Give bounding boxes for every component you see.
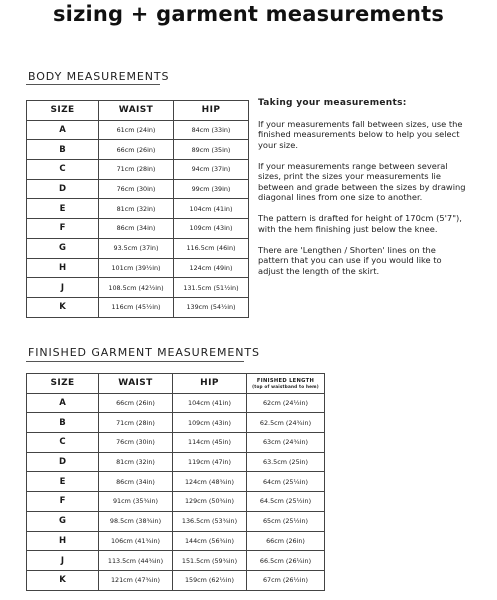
cell-waist: 108.5cm (42½in) <box>99 278 174 298</box>
cell-size: G <box>27 238 99 258</box>
table-row <box>27 278 249 298</box>
table-row <box>27 570 325 590</box>
cell-size: H <box>27 258 99 278</box>
cell-length: 64cm (25¼in) <box>247 472 325 492</box>
cell-size: B <box>27 140 99 160</box>
body-heading-underline <box>26 84 160 85</box>
cell-waist: 71cm (28in) <box>99 413 173 433</box>
column-header-waist: WAIST <box>99 101 174 121</box>
cell-waist: 106cm (41¾in) <box>99 531 173 551</box>
table-row <box>27 160 249 180</box>
cell-size: D <box>27 179 99 199</box>
cell-waist: 86cm (34in) <box>99 219 174 239</box>
table-row <box>27 258 249 278</box>
cell-size: E <box>27 472 99 492</box>
table-row <box>27 140 249 160</box>
table-row <box>27 297 249 317</box>
table-row <box>27 238 249 258</box>
table-row <box>27 492 325 512</box>
cell-hip: 124cm (48¾in) <box>173 472 247 492</box>
garment-heading-underline <box>26 361 244 362</box>
body-measurements-table <box>26 100 249 318</box>
cell-waist: 81cm (32in) <box>99 452 173 472</box>
table-row <box>27 531 325 551</box>
cell-waist: 66cm (26in) <box>99 393 173 413</box>
table-row <box>27 551 325 571</box>
cell-waist: 121cm (47¾in) <box>99 570 173 590</box>
cell-size: B <box>27 413 99 433</box>
cell-hip: 109cm (43in) <box>173 413 247 433</box>
table-row <box>27 393 325 413</box>
finished-length-note: (top of waistband to hem) <box>252 383 319 389</box>
cell-length: 66cm (26in) <box>247 531 325 551</box>
cell-hip: 99cm (39in) <box>174 179 249 199</box>
cell-waist: 116cm (45½in) <box>99 297 174 317</box>
cell-hip: 94cm (37in) <box>174 160 249 180</box>
cell-hip: 114cm (45in) <box>173 433 247 453</box>
table-row <box>27 179 249 199</box>
cell-hip: 104cm (41in) <box>174 199 249 219</box>
notes-paragraph: The pattern is drafted for height of 170cm (5'7"), with the hem finishing just below the knee. <box>258 213 462 234</box>
table-row <box>27 120 249 140</box>
notes-paragraph: There are 'Lengthen / Shorten' lines on the pattern that you can use if you would like to adjust the length of the skirt. <box>258 244 442 276</box>
cell-hip: 119cm (47in) <box>173 452 247 472</box>
cell-size: C <box>27 433 99 453</box>
cell-waist: 113.5cm (44¾in) <box>99 551 173 571</box>
page-title: sizing + garment measurements <box>52 2 445 26</box>
cell-size: F <box>27 492 99 512</box>
column-header-hip: HIP <box>173 374 247 394</box>
table-row <box>27 219 249 239</box>
cell-length: 67cm (26½in) <box>247 570 325 590</box>
cell-size: E <box>27 199 99 219</box>
cell-size: K <box>27 297 99 317</box>
table-row <box>27 511 325 531</box>
cell-waist: 66cm (26in) <box>99 140 174 160</box>
cell-waist: 91cm (35¾in) <box>99 492 173 512</box>
cell-size: A <box>27 120 99 140</box>
notes-paragraph: If your measurements range between several sizes, print the sizes your measurements lie between and grade between the sizes by drawing diagonal lines from one size to another. <box>258 160 466 202</box>
cell-size: G <box>27 511 99 531</box>
cell-waist: 61cm (24in) <box>99 120 174 140</box>
cell-size: D <box>27 452 99 472</box>
finished-length-label: FINISHED LENGTH <box>256 377 315 384</box>
cell-waist: 81cm (32in) <box>99 199 174 219</box>
cell-length: 65cm (25½in) <box>247 511 325 531</box>
table-row <box>27 413 325 433</box>
cell-hip: 139cm (54½in) <box>174 297 249 317</box>
column-header-size: SIZE <box>27 101 99 121</box>
notes-paragraph: If your measurements fall between sizes, use the finished measurements below to help you select your size. <box>258 118 463 150</box>
cell-hip: 131.5cm (51½in) <box>174 278 249 298</box>
measurement-notes <box>258 98 468 287</box>
cell-hip: 109cm (43in) <box>174 219 249 239</box>
column-header-size: SIZE <box>27 374 99 394</box>
cell-hip: 104cm (41in) <box>173 393 247 413</box>
cell-size: C <box>27 160 99 180</box>
cell-hip: 129cm (50¾in) <box>173 492 247 512</box>
column-header-waist: WAIST <box>99 374 173 394</box>
cell-size: J <box>27 551 99 571</box>
cell-length: 66.5cm (26¼in) <box>247 551 325 571</box>
cell-waist: 101cm (39½in) <box>99 258 174 278</box>
garment-measurements-table <box>26 373 325 591</box>
cell-waist: 76cm (30in) <box>99 179 174 199</box>
table-header-row <box>27 374 325 394</box>
cell-hip: 116.5cm (46in) <box>174 238 249 258</box>
table-row <box>27 472 325 492</box>
notes-heading: Taking your measurements: <box>258 98 407 108</box>
cell-hip: 144cm (56¾in) <box>173 531 247 551</box>
table-row <box>27 433 325 453</box>
cell-size: K <box>27 570 99 590</box>
cell-waist: 93.5cm (37in) <box>99 238 174 258</box>
cell-hip: 151.5cm (59¾in) <box>173 551 247 571</box>
cell-length: 62cm (24½in) <box>247 393 325 413</box>
cell-length: 62.5cm (24¾in) <box>247 413 325 433</box>
cell-size: H <box>27 531 99 551</box>
table-header-row <box>27 101 249 121</box>
garment-measurements-heading: FINISHED GARMENT MEASUREMENTS <box>28 346 260 359</box>
table-row <box>27 199 249 219</box>
cell-size: A <box>27 393 99 413</box>
cell-hip: 136.5cm (53¾in) <box>173 511 247 531</box>
cell-waist: 98.5cm (38¾in) <box>99 511 173 531</box>
cell-waist: 71cm (28in) <box>99 160 174 180</box>
column-header-finished-length <box>247 374 325 394</box>
cell-waist: 76cm (30in) <box>99 433 173 453</box>
cell-size: F <box>27 219 99 239</box>
cell-hip: 159cm (62½in) <box>173 570 247 590</box>
body-measurements-heading: BODY MEASUREMENTS <box>28 70 170 83</box>
cell-length: 64.5cm (25½in) <box>247 492 325 512</box>
cell-size: J <box>27 278 99 298</box>
cell-hip: 124cm (49in) <box>174 258 249 278</box>
cell-waist: 86cm (34in) <box>99 472 173 492</box>
column-header-hip: HIP <box>174 101 249 121</box>
cell-hip: 84cm (33in) <box>174 120 249 140</box>
cell-length: 63cm (24¾in) <box>247 433 325 453</box>
cell-length: 63.5cm (25in) <box>247 452 325 472</box>
table-row <box>27 452 325 472</box>
cell-hip: 89cm (35in) <box>174 140 249 160</box>
